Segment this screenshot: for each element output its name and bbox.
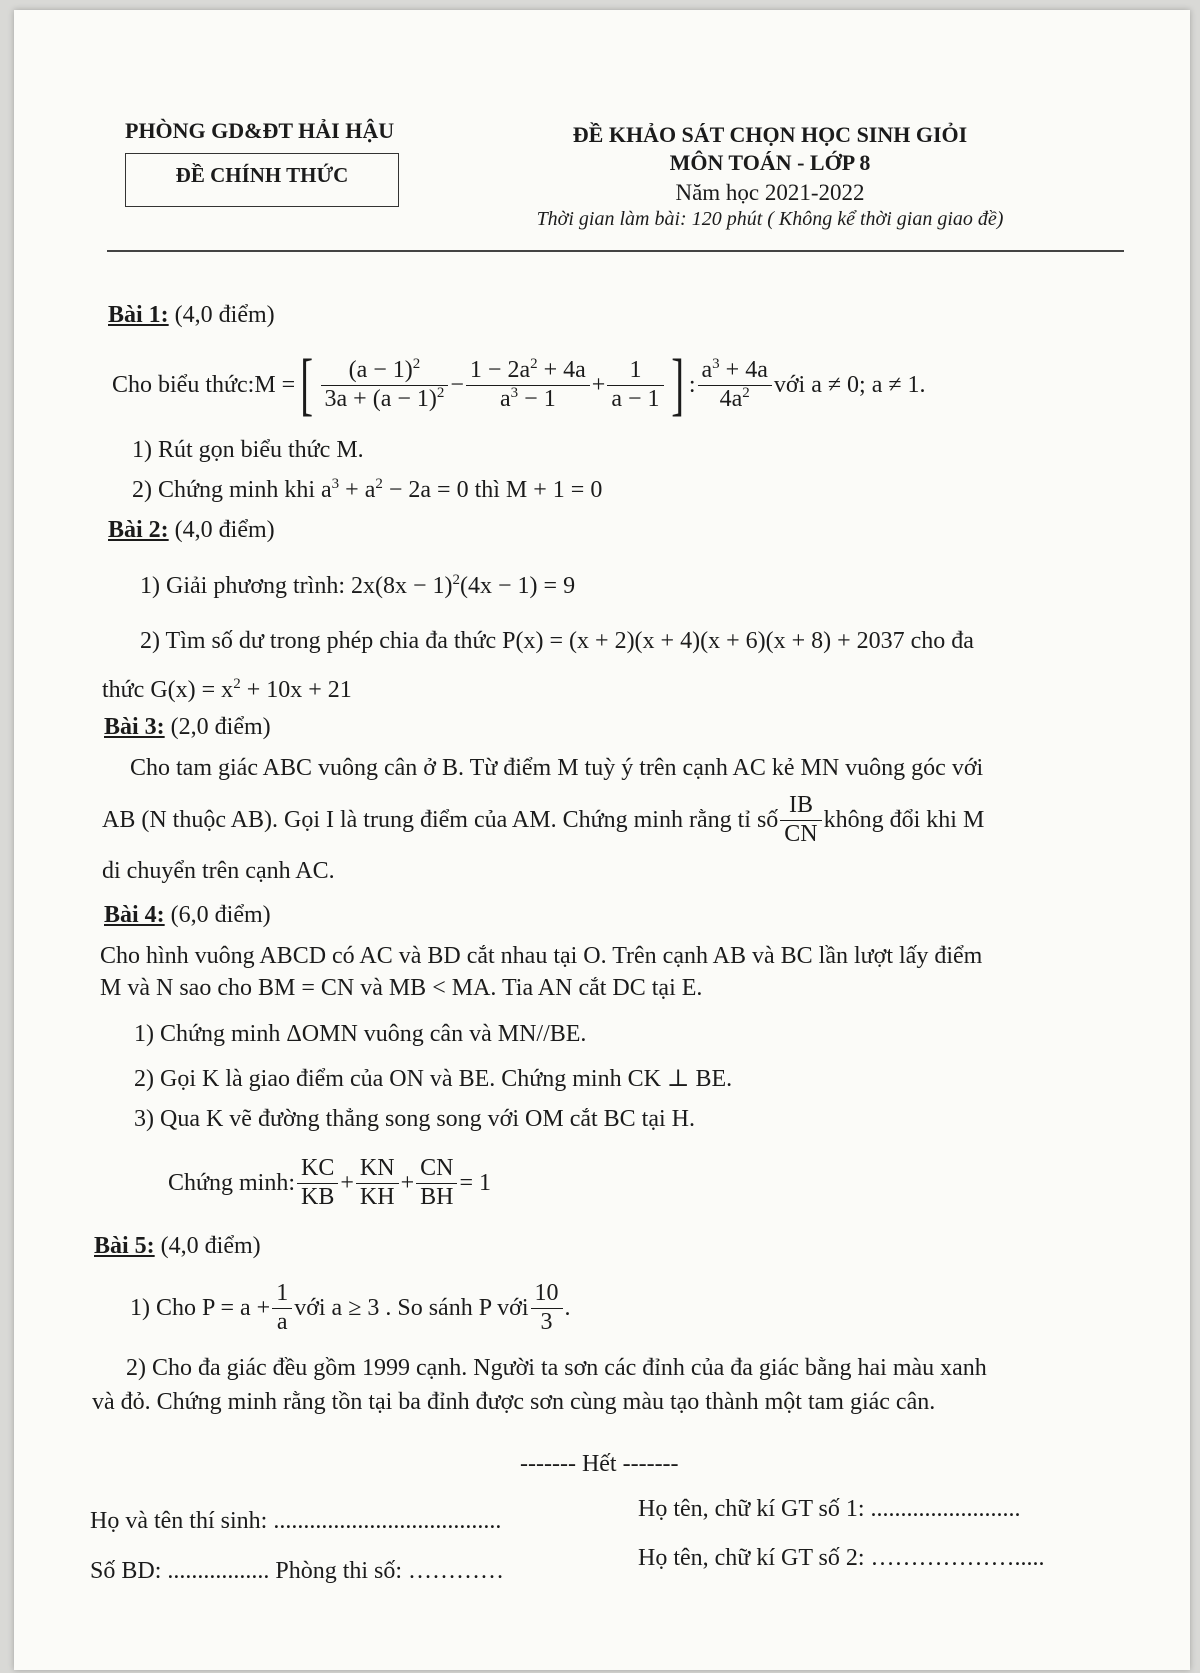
bai4-q3: 3) Qua K vẽ đường thẳng song song với OM cắt BC tại H. [134,1106,695,1132]
f3-den: a − 1 [607,385,663,414]
bai1-condition: với a ≠ 0; a ≠ 1. [773,371,926,398]
plus-sign: + [400,1169,415,1196]
ten-thirds-fraction [531,1280,563,1336]
f1-den: 3a + (a − 1) [324,385,437,412]
exam-duration: Thời gian làm bài: 120 phút ( Không kể thời gian giao đề) [536,208,1004,230]
kn-kh-fraction [356,1155,399,1211]
f4-num-b: + 4a [719,356,768,383]
prove-label: Chứng minh: [168,1169,296,1196]
f2-den: a [500,385,511,412]
bh-den: BH [416,1183,457,1212]
equals-one: = 1 [459,1169,492,1196]
three-den: 3 [531,1308,563,1337]
bai3-points: (2,0 điểm) [164,714,271,740]
bai2-q1-b: (4x − 1) = 9 [460,573,576,599]
exam-title: ĐỀ KHẢO SÁT CHỌN HỌC SINH GIỎI [572,122,968,147]
bai5-heading [94,1233,261,1260]
divide-sign: : [688,371,696,398]
f1-num: (a − 1) [348,356,413,383]
bai3-heading [104,714,271,741]
bai2-q2: 2) Tìm số dư trong phép chia đa thức P(x) = (x + 2)(x + 4)(x + 6)(x + 8) + 2037 cho đa [140,628,974,654]
kn-num: KN [359,1154,395,1181]
header-divider [107,250,1124,252]
q2-b: + a [339,477,376,503]
bai1-q1: 1) Rút gọn biểu thức M. [132,437,364,463]
one-over-a-fraction [272,1280,292,1336]
bai3-line2-b: không đổi khi M [823,806,985,833]
bai2-q2-cont-a: thức G(x) = x [102,677,234,703]
bai1-expression [112,345,926,425]
f2-den-b: − 1 [518,385,556,412]
ten-num: 10 [534,1279,559,1306]
bai3-line2 [102,788,984,852]
bai2-q1: 1) Giải phương trình: $2x(8x - 1)^2(4x - 1) = 9$ [140,572,576,599]
kb-den: KB [297,1183,338,1212]
candidate-name-field: Họ và tên thí sinh: ...................................... [90,1508,502,1534]
kc-kb-fraction [297,1155,338,1211]
a-den: a [272,1308,292,1337]
bai4-title: Bài 4: [104,902,165,928]
bai1-points: (4,0 điểm) [168,302,275,328]
cn-den: CN [780,820,821,849]
sbd-room-field: Số BD: ................. Phòng thi số: ………… [90,1558,505,1584]
f2-num-b: + 4a [537,356,586,383]
end-marker: ------- Hết ------- [520,1451,679,1477]
bai2-q2-cont-b: + 10x + 21 [240,677,352,703]
bai1-fraction-3 [607,357,663,413]
one-num: 1 [276,1279,289,1306]
exam-subject: MÔN TOÁN - LỚP 8 [669,150,871,175]
kh-den: KH [356,1183,399,1212]
bai4-points: (6,0 điểm) [164,902,271,928]
bai4-q2: 2) Gọi K là giao điểm của ON và BE. Chứng minh CK ⊥ BE. [134,1066,733,1092]
cn-bh-fraction [416,1155,457,1211]
bai1-title: Bài 1: [108,302,169,328]
period: . [564,1294,571,1321]
bai3-line1: Cho tam giác ABC vuông cân ở B. Từ điểm M tuỳ ý trên cạnh AC kẻ MN vuông góc với [130,755,984,781]
bai3-title: Bài 3: [104,714,165,740]
proctor-1-field: Họ tên, chữ kí GT số 1: ......................... [638,1496,1021,1522]
bai4-line2: M và N sao cho BM = CN và MB < MA. Tia AN cắt DC tại E. [100,975,703,1001]
bai2-q1-a: 1) Giải phương trình: 2x(8x − 1) [140,573,453,599]
f4-num: a [701,356,713,383]
department-name: PHÒNG GD&ĐT HẢI HẬU [125,118,395,143]
official-label: ĐỀ CHÍNH THỨC [175,163,349,187]
bai1-heading [108,302,275,329]
left-bracket: [ [300,346,314,423]
ib-cn-fraction [780,792,821,848]
bai3-line2-a: AB (N thuộc AB). Gọi I là trung điểm của AM. Chứng minh rằng tỉ số [102,806,779,833]
bai2-points: (4,0 điểm) [168,517,275,543]
f4-den: 4a [719,385,743,412]
f2-num: 1 − 2a [469,356,531,383]
bai1-m-eq: M = [254,371,296,398]
bai4-q1: 1) Chứng minh ΔOMN vuông cân và MN//BE. [134,1021,587,1047]
bai2-q2-cont: thức $G(x) = x^2 + 10x + 21$ [102,676,352,703]
bai4-line1: Cho hình vuông ABCD có AC và BD cắt nhau tại O. Trên cạnh AB và BC lần lượt lấy điểm [100,943,983,969]
kc-num: KC [301,1154,335,1181]
bai1-q2: 2) Chứng minh khi $a^3 + a^2 - 2a = 0$ thì M + 1 = 0 [132,476,603,503]
plus-sign: + [340,1169,354,1196]
cn-num: CN [420,1154,454,1181]
bai1-fraction-4: $\frac{a^3 + 4a}{4a^2}$ [698,357,772,413]
bai1-fraction-1: $\frac{(a - 1)^2}{3a + (a - 1)^2}$ [321,357,449,413]
q2-c: − 2a = 0 thì M + 1 = 0 [382,477,603,503]
bai2-title: Bài 2: [108,517,169,543]
bai5-q2-line1: 2) Cho đa giác đều gồm 1999 cạnh. Người ta sơn các đỉnh của đa giác bằng hai màu xanh [126,1355,987,1381]
right-bracket: ] [670,346,684,423]
minus-sign: − [450,371,464,398]
q2-a: 2) Chứng minh khi a [132,477,332,503]
bai1-intro: Cho biểu thức: [112,371,255,398]
proctor-2-field: Họ tên, chữ kí GT số 2: ………………..... [638,1545,1045,1571]
bai4-prove [168,1147,491,1219]
bai1-fraction-2: $\frac{1 - 2a^2 + 4a}{a^3 - 1}$ [466,357,590,413]
bai5-q1-b: với a ≥ 3 . So sánh P với [294,1294,529,1321]
plus-sign: + [591,371,606,398]
bai2-heading [108,517,275,544]
bai5-points: (4,0 điểm) [154,1233,261,1259]
bai5-q1-a: 1) Cho P = a + [130,1294,271,1321]
bai4-heading [104,902,271,929]
f3-num: 1 [629,356,642,383]
bai5-title: Bài 5: [94,1233,155,1259]
bai5-q1 [130,1272,571,1344]
bai5-q2-line2: và đỏ. Chứng minh rằng tồn tại ba đỉnh được sơn cùng màu tạo thành một tam giác cân. [92,1389,936,1415]
ib-num: IB [788,791,813,818]
school-year: Năm học 2021-2022 [675,180,865,205]
bai3-line3: di chuyển trên cạnh AC. [102,858,335,884]
